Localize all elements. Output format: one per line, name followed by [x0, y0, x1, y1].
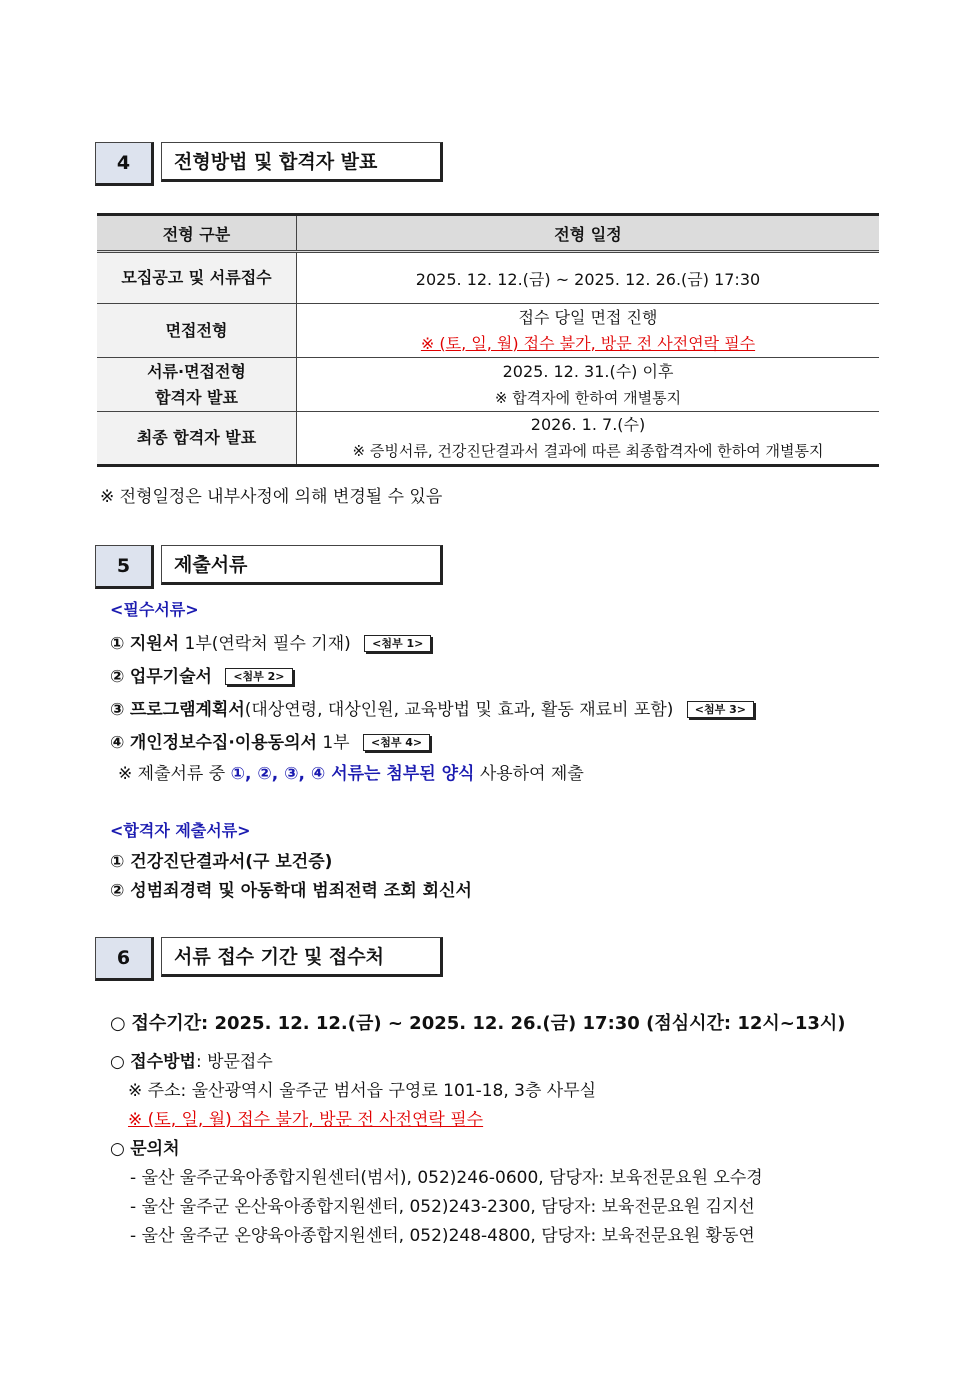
item-number: ①	[110, 634, 125, 654]
submission-note	[118, 759, 584, 784]
receipt-period	[110, 1009, 846, 1035]
row-value: 2025. 12. 12.(금) ~ 2025. 12. 26.(금) 17:30	[297, 252, 880, 304]
contact-item: - 울산 울주군 온양육아종합지원센터, 052)248-4800, 담당자: 보육전문요원 황동연	[130, 1226, 755, 1246]
list-item	[110, 728, 430, 753]
item-desc: (대상연령, 대상인원, 교육방법 및 효과, 활동 재료비 포함)	[244, 700, 674, 720]
contact-heading	[110, 1134, 180, 1159]
row-label-line1: 서류·면접전형	[147, 361, 246, 381]
item-desc: 1부	[316, 733, 350, 753]
table-row	[97, 252, 879, 304]
header-category: 전형 구분	[97, 215, 297, 252]
schedule-table	[97, 213, 879, 467]
schedule-note: ※ 전형일정은 내부사정에 의해 변경될 수 있음	[100, 487, 443, 507]
row-note: ※ 합격자에 한하여 개별통지	[494, 388, 682, 407]
row-value	[297, 304, 880, 358]
note-suffix: 사용하여 제출	[474, 764, 584, 784]
item-name: 지원서	[129, 634, 180, 654]
table-row	[97, 412, 879, 466]
attachment-tag: <첨부 3>	[687, 701, 754, 718]
section-number: 4	[95, 142, 154, 186]
note-highlight: ①, ②, ③, ④ 서류는 첨부된 양식	[230, 764, 475, 784]
table-row	[97, 304, 879, 358]
item-number: ②	[110, 667, 125, 687]
row-label: 모집공고 및 서류접수	[97, 252, 297, 304]
item-name: 개인정보수집·이용동의서	[129, 733, 317, 753]
item-number: ④	[110, 733, 125, 753]
list-item	[110, 662, 293, 687]
attachment-tag: <첨부 1>	[364, 635, 431, 652]
section-title: 제출서류	[161, 545, 443, 585]
row-line: 2026. 1. 7.(수)	[530, 415, 646, 434]
contact-item: - 울산 울주군 온산육아종합지원센터, 052)243-2300, 담당자: 보육전문요원 김지선	[130, 1197, 755, 1217]
header-schedule: 전형 일정	[297, 215, 880, 252]
address-note: ※ 주소: 울산광역시 울주군 범서읍 구영로 101-18, 3층 사무실	[128, 1081, 597, 1101]
row-value	[297, 358, 880, 412]
item-name: 프로그램계획서	[129, 700, 245, 720]
attachment-tag: <첨부 2>	[225, 668, 292, 685]
period-value: : 2025. 12. 12.(금) ~ 2025. 12. 26.(금) 17:30 (점심시간: 12시~13시)	[201, 1013, 846, 1034]
section-title: 서류 접수 기간 및 접수처	[161, 937, 443, 977]
row-line: 2025. 12. 31.(수) 이후	[502, 361, 674, 381]
method-value: : 방문접수	[195, 1052, 273, 1072]
row-label: 면접전형	[97, 304, 297, 358]
visit-warning: ※ (토, 일, 월) 접수 불가, 방문 전 사전연락 필수	[128, 1110, 484, 1130]
passed-docs-heading: <합격자 제출서류>	[110, 821, 251, 840]
row-label-line2: 합격자 발표	[155, 387, 238, 407]
row-label: 최종 합격자 발표	[97, 412, 297, 466]
list-item	[110, 629, 431, 654]
contact-label: 문의처	[130, 1139, 180, 1159]
table-row	[97, 358, 879, 412]
contact-item: - 울산 울주군육아종합지원센터(범서), 052)246-0600, 담당자: 보육전문요원 오수경	[130, 1168, 763, 1188]
row-line: 접수 당일 면접 진행	[518, 307, 658, 327]
period-label: 접수기간	[131, 1013, 202, 1034]
bullet-icon: ○	[110, 1052, 125, 1072]
row-value	[297, 412, 880, 466]
list-item	[110, 695, 754, 720]
note-prefix: ※ 제출서류 중	[118, 764, 231, 784]
item-name: 업무기술서	[129, 667, 212, 687]
section-title: 전형방법 및 합격자 발표	[161, 142, 443, 182]
table-header-row	[97, 215, 879, 252]
item-number: ③	[110, 700, 125, 720]
method-label: 접수방법	[130, 1052, 196, 1072]
required-docs-heading: <필수서류>	[110, 600, 199, 619]
attachment-tag: <첨부 4>	[363, 734, 430, 751]
row-label	[97, 358, 297, 412]
bullet-icon: ○	[110, 1139, 125, 1159]
row-warning: ※ (토, 일, 월) 접수 불가, 방문 전 사전연락 필수	[420, 333, 756, 353]
item-desc: 1부(연락처 필수 기재)	[179, 634, 351, 654]
bullet-icon: ○	[110, 1013, 126, 1034]
row-note: ※ 증빙서류, 건강진단결과서 결과에 따른 최종합격자에 한하여 개별통지	[352, 442, 824, 460]
section-number: 5	[95, 545, 154, 589]
section-number: 6	[95, 937, 154, 981]
list-item: ① 건강진단결과서(구 보건증)	[110, 852, 333, 872]
receipt-method	[110, 1047, 273, 1072]
list-item: ② 성범죄경력 및 아동학대 범죄전력 조회 회신서	[110, 881, 472, 901]
